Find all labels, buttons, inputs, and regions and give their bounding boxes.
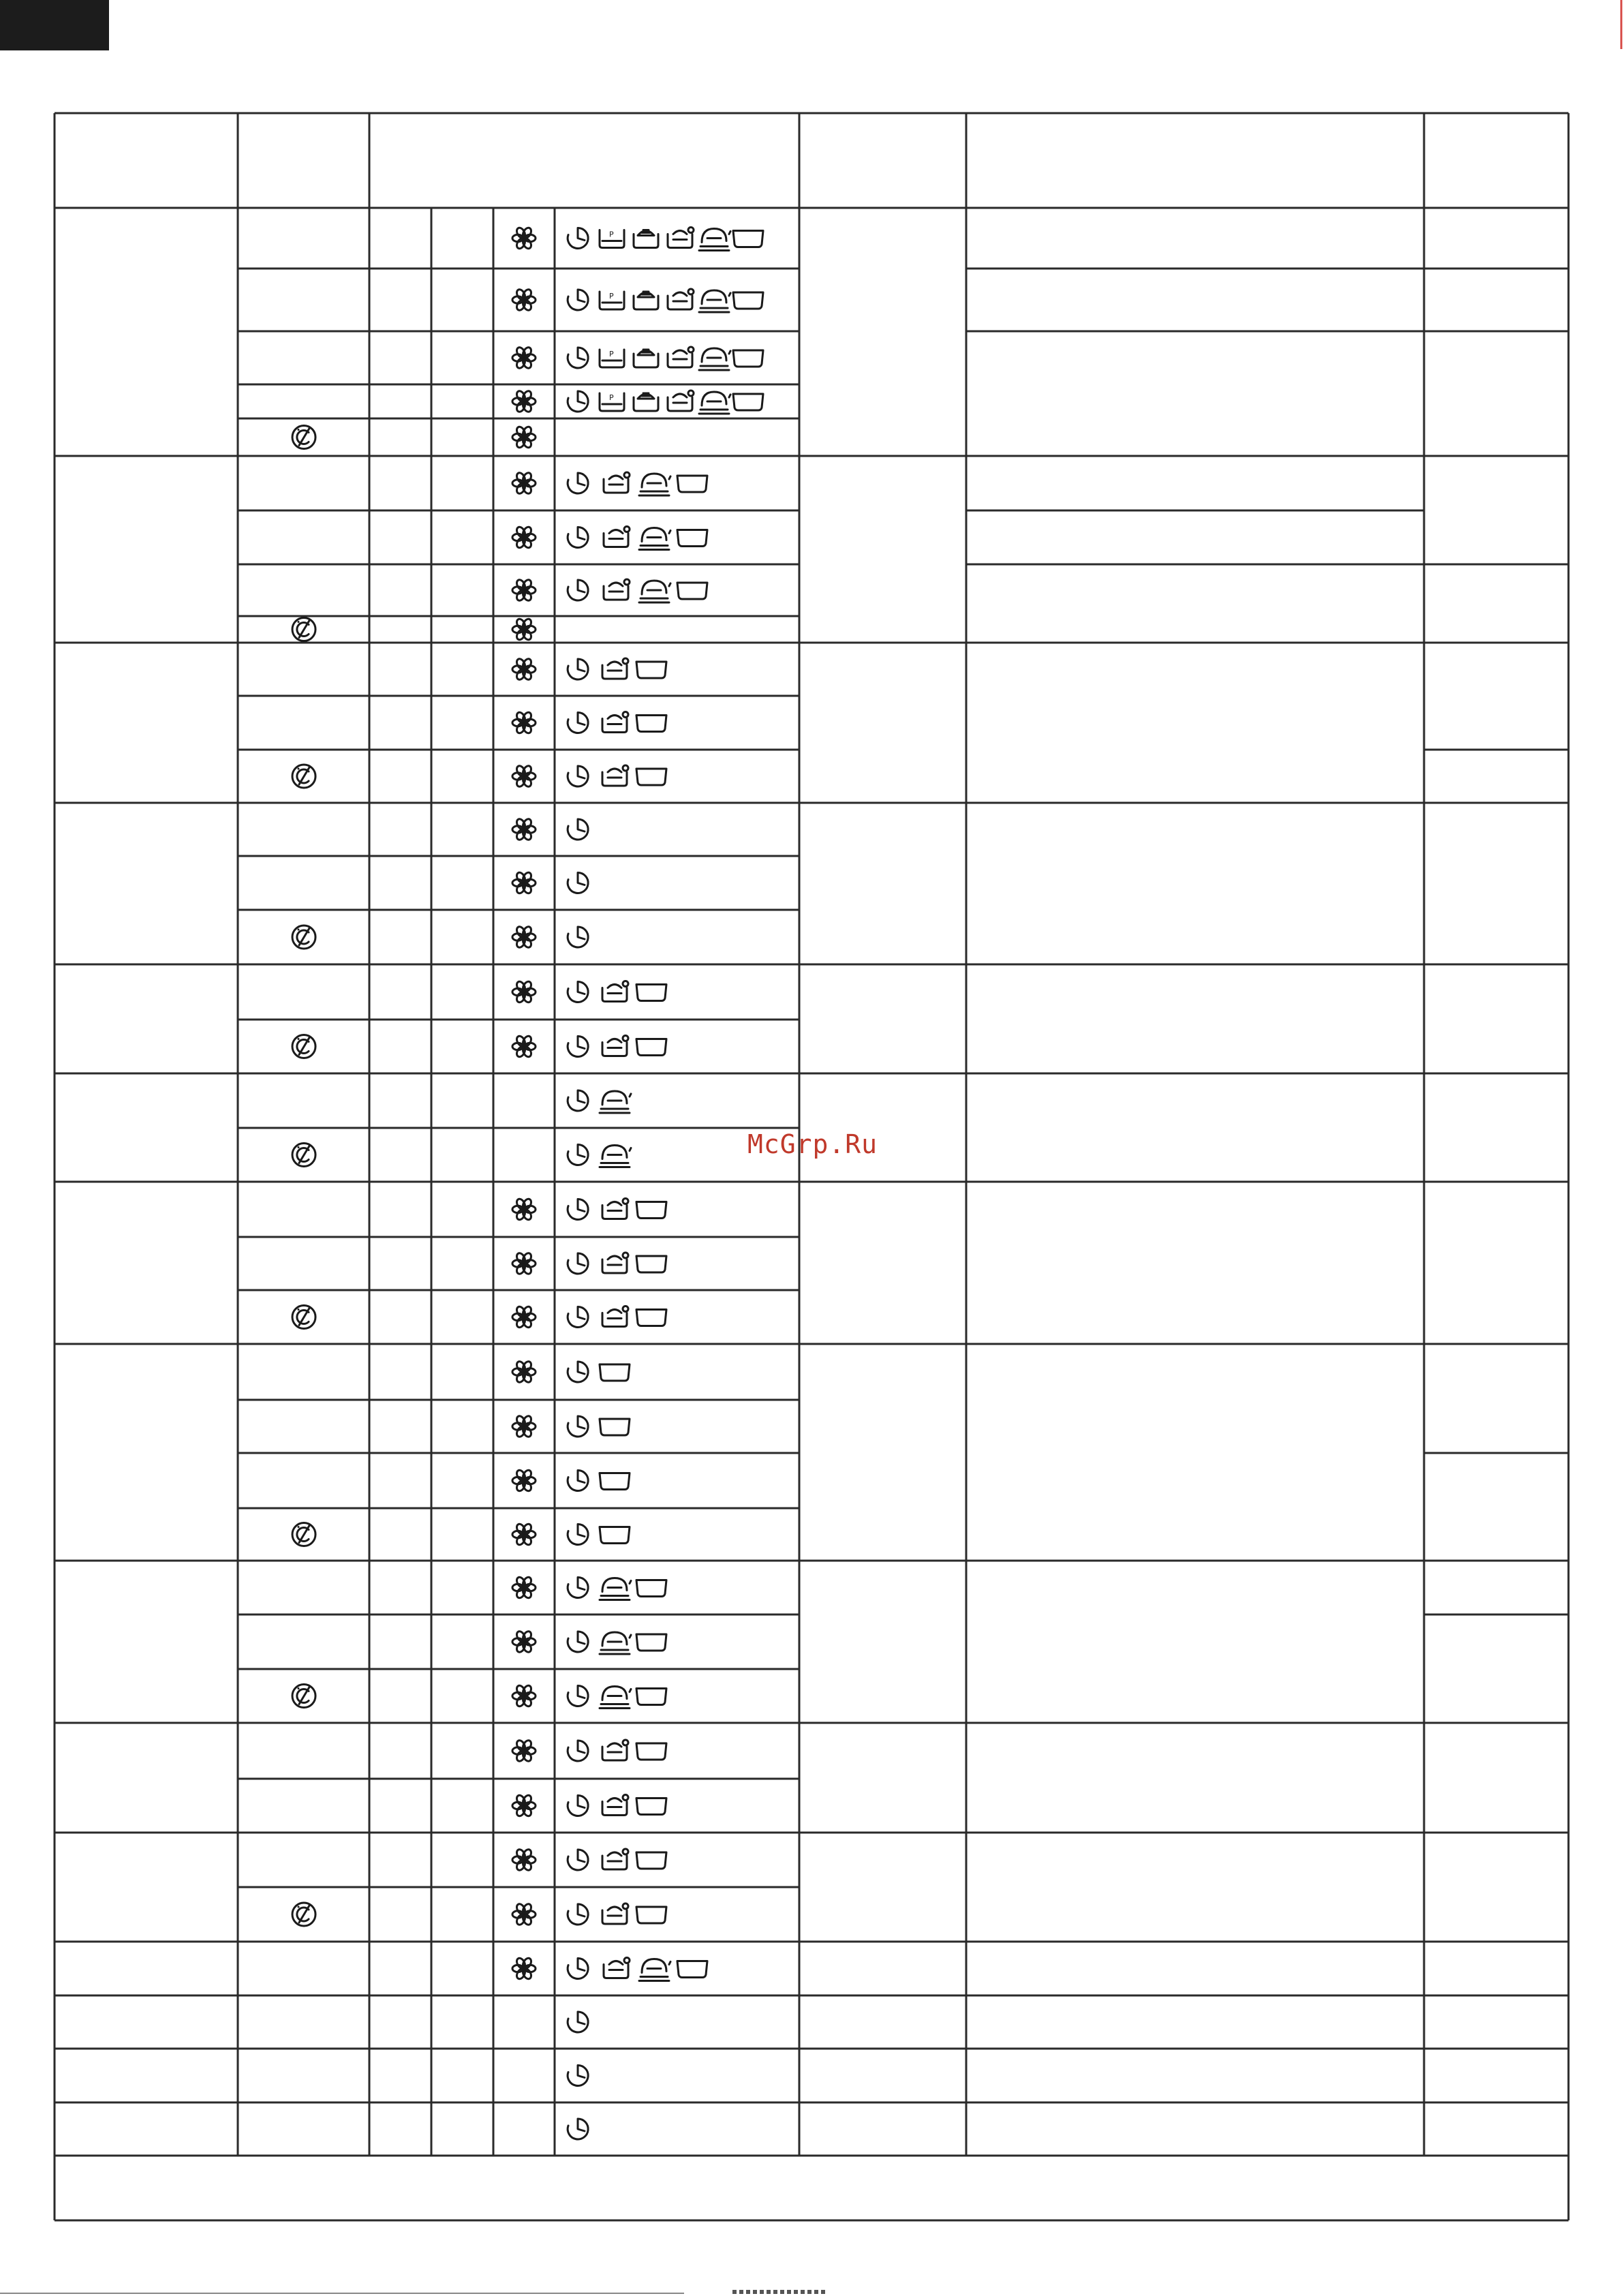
grill-icon [639,1959,670,1981]
fan-icon [512,425,536,449]
rack-icon [602,1306,628,1327]
pizza-label: P [609,350,614,358]
tray-icon [636,1798,666,1815]
rack-icon [602,981,628,1002]
timer-icon [568,659,588,679]
timer-icon [568,2119,588,2139]
fan-icon [512,1415,536,1439]
fan-icon [512,1684,536,1708]
tray-icon [636,985,666,1001]
fan-icon [512,980,536,1004]
timer-icon [568,1741,588,1761]
rack-icon [604,472,630,493]
timer-icon [568,527,588,547]
fan-icon [512,1739,536,1763]
tray-icon [636,1580,666,1597]
timer-icon [568,766,588,786]
timer-icon [568,290,588,310]
tray-icon [636,769,666,785]
tray-icon [636,1202,666,1219]
timer-icon [568,1144,588,1165]
fan-icon [512,1305,536,1329]
fan-icon [512,1522,536,1546]
timer-icon [568,1253,588,1274]
tray-icon [636,1852,666,1869]
fan-icon [512,925,536,949]
timer-icon [568,1090,588,1111]
grill-icon [699,392,730,414]
no-preheat-icon [292,1523,315,1546]
fan-icon [512,472,536,495]
timer-icon [568,1416,588,1437]
pizza-label: P [609,292,614,301]
timer-icon [568,580,588,600]
grill-icon [699,229,730,251]
rack-icon [602,1903,628,1924]
no-preheat-icon [292,1306,315,1329]
fan-icon [512,871,536,895]
timer-icon [568,1850,588,1870]
rack-icon [602,765,628,786]
rack-icon [602,1740,628,1760]
grill-icon [600,1632,631,1654]
tray-icon [677,1961,707,1978]
fan-icon [512,579,536,602]
tray-icon [600,1527,630,1544]
rack-icon [604,579,630,600]
timer-icon [568,1470,588,1490]
rack-icon [604,527,630,547]
rack-icon [668,228,694,248]
rack-icon [668,289,694,309]
no-preheat-icon [292,618,315,641]
grill-icon [600,1146,631,1167]
fan-icon [512,226,536,250]
fan-icon [512,1903,536,1927]
timer-icon [568,1306,588,1327]
tray-icon [636,716,666,732]
timer-icon [568,1199,588,1219]
fan-icon [512,1197,536,1221]
timer-icon [568,1685,588,1706]
rack-icon [602,1253,628,1273]
timer-icon [568,1904,588,1925]
rack-icon [602,712,628,733]
lid-icon [634,393,658,411]
timer-icon [568,2012,588,2032]
no-preheat-icon [292,1035,315,1058]
rack-icon [668,347,694,367]
tray-icon [677,476,707,492]
timer-icon [568,1524,588,1544]
timer-icon [568,712,588,733]
bottom-mark [732,2290,828,2294]
pizza-tray-icon [600,350,624,367]
fan-icon [512,346,536,370]
timer-icon [568,1958,588,1978]
fan-icon [512,711,536,735]
tray-icon [636,1039,666,1056]
no-preheat-icon [292,1144,315,1167]
tray-icon [600,1419,630,1435]
pizza-tray-icon [600,230,624,248]
rack-icon [602,1849,628,1869]
no-preheat-icon [292,1685,315,1708]
tray-icon [677,583,707,599]
rack-icon [668,391,694,411]
no-preheat-icon [292,765,315,788]
fan-icon [512,1252,536,1276]
timer-icon [568,1362,588,1382]
grill-icon [699,290,730,312]
timer-icon [568,348,588,368]
tray-icon [733,350,763,367]
tray-icon [636,1907,666,1923]
tray-icon [636,1256,666,1272]
timer-icon [568,1577,588,1597]
fan-icon [512,617,536,641]
pizza-label: P [609,230,614,239]
fan-icon [512,1360,536,1384]
grill-icon [600,1091,631,1113]
grill-icon [639,528,670,550]
timer-icon [568,228,588,248]
timer-icon [568,1795,588,1816]
timer-icon [568,2065,588,2085]
fan-icon [512,658,536,682]
fan-icon [512,1469,536,1493]
timer-icon [568,391,588,412]
rack-icon [602,1036,628,1056]
fan-icon [512,1794,536,1818]
tray-icon [600,1364,630,1381]
grill-icon [639,474,670,495]
timer-icon [568,473,588,493]
rack-icon [602,1795,628,1816]
tray-icon [636,1634,666,1651]
timer-icon [568,927,588,947]
fan-icon [512,525,536,549]
rack-icon [602,658,628,679]
watermark-text: McGrp.Ru [747,1129,878,1159]
timer-icon [568,981,588,1002]
fan-icon [512,1848,536,1872]
tray-icon [600,1473,630,1490]
lid-icon [634,350,658,367]
fan-icon [512,1630,536,1654]
grill-icon [600,1687,631,1709]
no-preheat-icon [292,925,315,949]
lid-icon [634,230,658,248]
pizza-label: P [609,393,614,402]
tray-icon [636,1310,666,1326]
tray-icon [733,231,763,247]
fan-icon [512,1576,536,1599]
fan-icon [512,390,536,414]
pizza-tray-icon [600,393,624,411]
lid-icon [634,292,658,309]
pizza-tray-icon [600,292,624,309]
timer-icon [568,1036,588,1056]
fan-icon [512,765,536,789]
bottom-rule [0,2293,684,2294]
fan-icon [512,288,536,312]
timer-icon [568,819,588,840]
tray-icon [677,530,707,547]
fan-icon [512,1035,536,1058]
tray-icon [733,292,763,309]
rack-icon [602,1199,628,1219]
grill-icon [699,348,730,370]
tray-icon [636,1689,666,1705]
rack-icon [604,1958,630,1978]
tray-icon [733,394,763,410]
tray-icon [636,1743,666,1760]
fan-icon [512,1957,536,1980]
no-preheat-icon [292,426,315,449]
grill-icon [639,581,670,602]
timer-icon [568,1632,588,1652]
timer-icon [568,872,588,893]
fan-icon [512,818,536,842]
grill-icon [600,1578,631,1600]
tray-icon [636,662,666,678]
no-preheat-icon [292,1903,315,1926]
